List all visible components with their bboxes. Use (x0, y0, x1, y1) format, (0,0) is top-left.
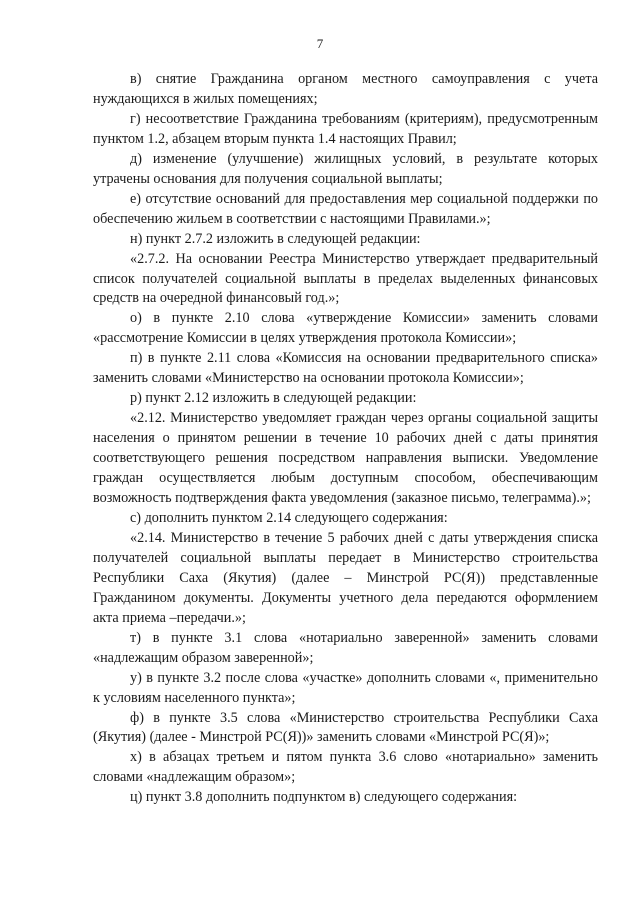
page-number: 7 (316, 36, 324, 51)
paragraph-s: с) дополнить пунктом 2.14 следующего содержания: (130, 509, 448, 526)
document-body (93, 70, 598, 808)
paragraph-g: г) несоответствие Гражданина требованиям (критериям), предусмотренным пунктом 1.2, абзацем вторым пункта 1.4 настоящих Правил; (93, 110, 598, 147)
paragraph-r: р) пункт 2.12 изложить в следующей редакции: (130, 390, 417, 407)
paragraph-2-7-2: «2.7.2. На основании Реестра Министерство утверждает предварительный список получателей социальной выплаты в пределах выделенных финансовых средств на очередной финансовый год.»; (93, 250, 598, 307)
paragraph-v: в) снятие Гражданина органом местного самоуправления с учета нуждающихся в жилых помещениях; (93, 71, 598, 107)
paragraph-u: у) в пункте 3.2 после слова «участке» дополнить словами «, применительно к условиям населенного пункта»; (93, 669, 598, 706)
paragraph-n: н) пункт 2.7.2 изложить в следующей редакции: (130, 230, 421, 247)
paragraph-p: п) в пункте 2.11 слова «Комиссия на основании предварительного списка» заменить словами «Министерство на основании протокола Комиссии»; (93, 350, 598, 387)
paragraph-d: д) изменение (улучшение) жилищных условий, в результате которых утрачены основания для получения социальной выплаты; (93, 150, 598, 187)
paragraph-t: т) в пункте 3.1 слова «нотариально заверенной» заменить словами «надлежащим образом заверенной»; (93, 629, 598, 666)
paragraph-kh: х) в абзацах третьем и пятом пункта 3.6 слово «нотариально» заменить словами «надлежащим образом»; (93, 749, 598, 786)
paragraph-2-12: «2.12. Министерство уведомляет граждан через органы социальной защиты населения о принятом решении в течение 10 рабочих дней с даты принятия соответствующего решения посредством направления выписки. Уведомление граждан осуществляется любым доступным способом, обеспечивающим возможность подтверждения факта уведомления (заказное письмо, телеграмма).»; (93, 410, 598, 507)
paragraph-f: ф) в пункте 3.5 слова «Министерство строительства Республики Саха (Якутия) (далее - Минстрой РС(Я))» заменить словами «Минстрой РС(Я)»; (93, 709, 598, 746)
paragraph-ts: ц) пункт 3.8 дополнить подпунктом в) следующего содержания: (130, 789, 518, 806)
paragraph-o: о) в пункте 2.10 слова «утверждение Комиссии» заменить словами «рассмотрение Комиссии в целях утверждения протокола Комиссии»; (93, 310, 598, 347)
paragraph-e: е) отсутствие оснований для предоставления мер социальной поддержки по обеспечению жильем в соответствии с настоящими Правилами.»; (93, 190, 598, 227)
paragraph-2-14: «2.14. Министерство в течение 5 рабочих дней с даты утверждения списка получателей социальной выплаты передает в Министерство строительства Республики Саха (Якутия) (далее – Минстрой РС(Я)) представленные Гражданином документы. Документы учетного дела передаются оформлением акта приема –передачи.»; (93, 529, 598, 626)
